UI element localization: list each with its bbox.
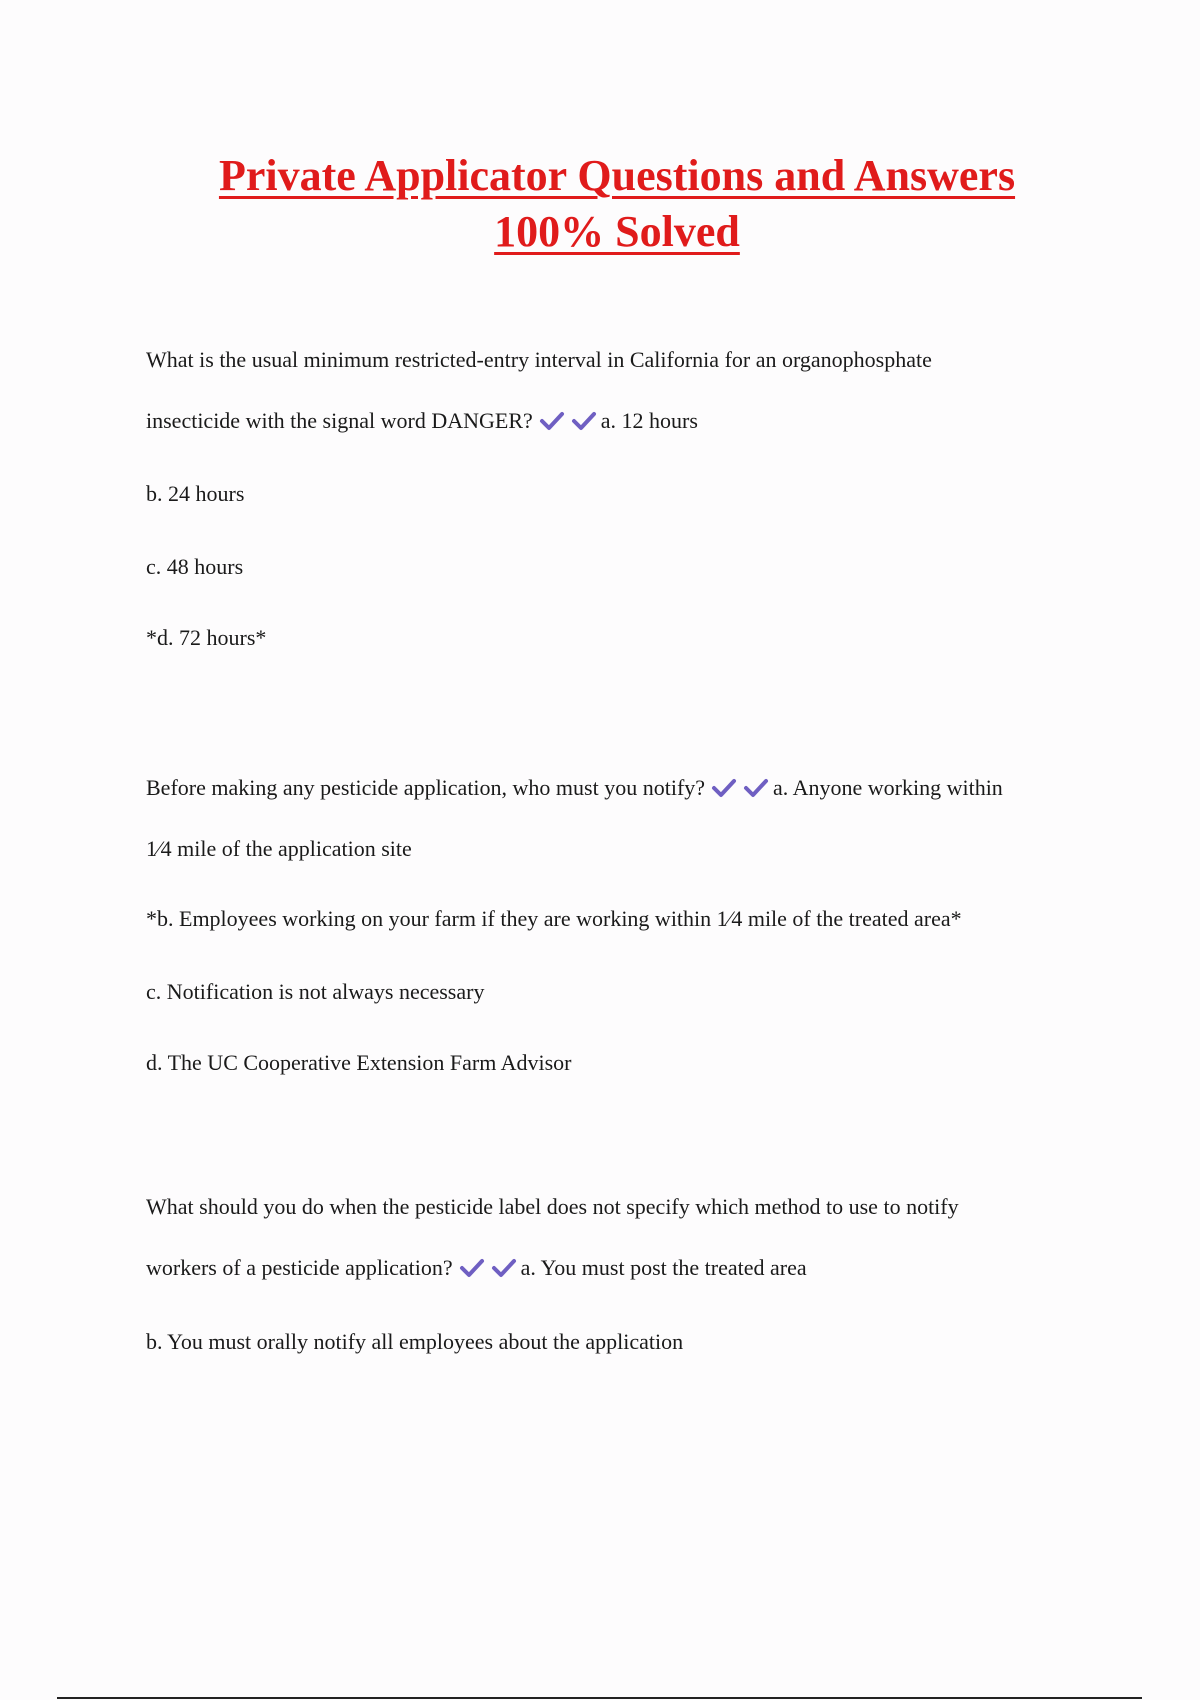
question-2-option-b: *b. Employees working on your farm if they are working within 1⁄4 mile of the treated area*	[146, 906, 962, 931]
question-2-option-d: d. The UC Cooperative Extension Farm Advisor	[146, 1050, 572, 1075]
question-3-line-1: What should you do when the pesticide label does not specify which method to use to notify	[146, 1194, 959, 1219]
question-2-text	[146, 757, 1096, 879]
question-3-answer-a: a. You must post the treated area	[520, 1255, 807, 1280]
checkmark-icon	[539, 411, 565, 431]
question-1-line-1: What is the usual minimum restricted-entry interval in California for an organophosphate	[146, 347, 932, 372]
question-2-answer-a: a. Anyone working within	[773, 775, 1003, 800]
document-title	[0, 148, 1200, 260]
question-3	[146, 1176, 1096, 1298]
question-1-line-2: insecticide with the signal word DANGER?	[146, 408, 533, 433]
question-3-option-b: b. You must orally notify all employees about the application	[146, 1329, 684, 1354]
checkmark-icon	[743, 778, 769, 798]
question-1-option-c: c. 48 hours	[146, 554, 244, 579]
checkmark-icon	[459, 1258, 485, 1278]
title-line-2: 100% Solved	[494, 207, 740, 256]
footer-divider	[57, 1697, 1142, 1699]
question-1-option-d: *d. 72 hours*	[146, 625, 267, 650]
question-2-answer-a-cont: 1⁄4 mile of the application site	[146, 836, 412, 861]
question-1-answer-a: a. 12 hours	[600, 408, 698, 433]
question-2	[146, 757, 1096, 879]
checkmark-icon	[711, 778, 737, 798]
question-2-option-c: c. Notification is not always necessary	[146, 979, 485, 1004]
question-2-line-1: Before making any pesticide application, who must you notify?	[146, 775, 706, 800]
question-1	[146, 329, 1096, 451]
checkmark-icon	[571, 411, 597, 431]
checkmark-icon	[491, 1258, 517, 1278]
question-3-text	[146, 1176, 1096, 1298]
question-1-option-b: b. 24 hours	[146, 481, 245, 506]
title-line-1: Private Applicator Questions and Answers	[218, 151, 1016, 200]
question-3-line-2: workers of a pesticide application?	[146, 1255, 453, 1280]
question-1-text	[146, 329, 1096, 451]
